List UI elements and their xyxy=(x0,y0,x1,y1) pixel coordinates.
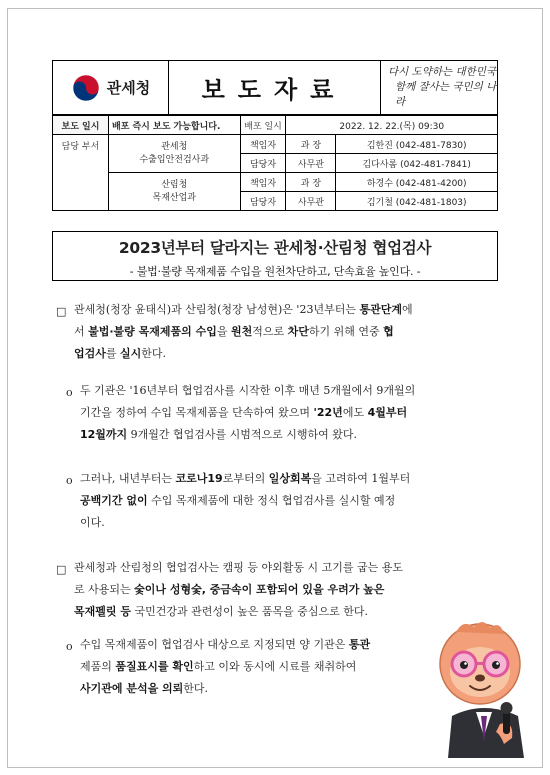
sloth-mascot-icon xyxy=(430,612,538,758)
emphasis: 통관단계 xyxy=(359,303,402,316)
emphasis: 협 xyxy=(383,325,394,338)
emphasis: 불법·불량 목재제품의 수입 xyxy=(88,325,217,338)
contact-person: 김다사롬 (042-481-7841) xyxy=(336,154,498,173)
distribution-label: 배포 일시 xyxy=(240,116,286,135)
dept-agency: 관세청 xyxy=(161,141,188,152)
release-info-table xyxy=(52,115,498,211)
headline-box xyxy=(52,231,498,281)
text: 적으로 xyxy=(252,325,288,338)
distribution-value: 2022. 12. 22.(목) 09:30 xyxy=(286,116,498,135)
paragraph-1 xyxy=(74,299,504,365)
emphasis: 12월까지 xyxy=(80,428,128,441)
contact-title: 사무관 xyxy=(286,192,336,211)
text: 한다. xyxy=(183,682,209,695)
release-label: 보도 일시 xyxy=(53,116,109,135)
document-title: 보도자료 xyxy=(201,76,347,104)
table-row xyxy=(53,116,498,135)
text: 관세청과 산림청의 협업검사는 캠핑 등 야외활동 시 고기를 굽는 용도 xyxy=(74,561,403,574)
text: 두 기관은 '16년부터 협업검사를 시작한 이후 매년 5개월에서 9개월의 xyxy=(80,384,416,397)
emphasis: 품질표시를 확인 xyxy=(115,660,194,673)
emphasis: '22년 xyxy=(313,406,343,419)
emphasis: 차단 xyxy=(287,325,309,338)
department-forest xyxy=(108,173,240,211)
square-bullet: □ xyxy=(56,563,67,576)
text: 그러나, 내년부터는 xyxy=(80,472,176,485)
emphasis: 코로나19 xyxy=(175,472,223,485)
dept-agency: 산림청 xyxy=(161,179,188,190)
contact-person: 김기철 (042-481-1803) xyxy=(336,192,498,211)
text: 기간을 정하여 수입 목재제품을 단속하여 왔으며 xyxy=(80,406,314,419)
text: 서 xyxy=(74,325,89,338)
contact-person: 김한진 (042-481-7830) xyxy=(336,135,498,154)
agency-name: 관세청 xyxy=(106,79,151,97)
circle-bullet: o xyxy=(66,386,73,399)
table-row xyxy=(53,135,498,154)
headline-subtitle: - 불법·불량 목재제품 수입을 원천차단하고, 단속효율 높인다. - xyxy=(129,265,421,278)
paragraph-2 xyxy=(80,380,504,446)
agency-logo xyxy=(53,61,168,114)
slogan-line-1: 다시 도약하는 대한민국 xyxy=(387,66,497,78)
text: 이다. xyxy=(80,516,105,529)
contact-role: 담당자 xyxy=(240,154,286,173)
contact-title: 과 장 xyxy=(286,135,336,154)
dept-division: 목재산업과 xyxy=(152,192,197,203)
square-bullet: □ xyxy=(56,305,67,318)
contact-role: 담당자 xyxy=(240,192,286,211)
emphasis: 공백기간 없이 xyxy=(80,494,148,507)
text: 9개월간 협업검사를 시범적으로 시행하여 왔다. xyxy=(127,428,358,441)
contact-person: 하경수 (042-481-4200) xyxy=(336,173,498,192)
text: 수입 목재제품에 대한 정식 협업검사를 실시할 예정 xyxy=(147,494,396,507)
department-customs xyxy=(108,135,240,173)
contact-role: 책임자 xyxy=(240,135,286,154)
text: 을 고려하여 1월부터 xyxy=(311,472,411,485)
text: 하고 이와 동시에 시료를 채취하여 xyxy=(193,660,357,673)
text: 를 xyxy=(105,347,121,360)
paragraph-3 xyxy=(80,468,504,534)
emphasis: 업검사 xyxy=(74,347,106,360)
circle-bullet: o xyxy=(66,474,73,487)
contact-role: 책임자 xyxy=(240,173,286,192)
text: 제품의 xyxy=(80,660,116,673)
emphasis: 실시 xyxy=(120,347,142,360)
emphasis: 사기관에 분석을 의뢰 xyxy=(80,682,184,695)
text: 을 xyxy=(216,325,231,338)
contact-title: 과 장 xyxy=(286,173,336,192)
circle-bullet: o xyxy=(66,640,73,653)
text: 하기 위해 연중 xyxy=(308,325,384,338)
dept-division: 수출입안전검사과 xyxy=(139,154,210,165)
release-value: 배포 즉시 보도 가능합니다. xyxy=(108,116,240,135)
government-slogan xyxy=(381,61,497,114)
text: 국민건강과 관련성이 높은 품목을 중심으로 한다. xyxy=(130,605,368,618)
emphasis: 숯이나 성형숯, 중금속이 포함되어 있을 우려가 높은 xyxy=(134,583,385,596)
emphasis: 목재펠릿 등 xyxy=(74,605,131,618)
emphasis: 일상회복 xyxy=(268,472,312,485)
text: 에도 xyxy=(342,406,368,419)
emphasis: 통관 xyxy=(348,638,371,651)
press-release-header xyxy=(52,60,498,115)
text: 수입 목재제품이 협업검사 대상으로 지정되면 양 기관은 xyxy=(80,638,349,651)
headline-title: 2023년부터 달라지는 관세청·산림청 협업검사 xyxy=(118,239,432,257)
text: 로 사용되는 xyxy=(74,583,135,596)
text: 에 xyxy=(401,303,413,316)
taegeuk-logo-icon xyxy=(71,73,101,103)
contact-label: 담당 부서 xyxy=(53,135,109,211)
slogan-line-2: 함께 잘사는 국민의 나라 xyxy=(395,81,497,108)
emphasis: 4월부터 xyxy=(367,406,408,419)
text: 로부터의 xyxy=(222,472,269,485)
contact-title: 사무관 xyxy=(286,154,336,173)
text: 관세청(청장 윤태식)과 산림청(청장 남성현)은 '23년부터는 xyxy=(74,303,360,316)
text: 한다. xyxy=(141,347,167,360)
title-cell xyxy=(169,61,379,114)
emphasis: 원천 xyxy=(230,325,253,338)
table-row xyxy=(53,173,498,192)
